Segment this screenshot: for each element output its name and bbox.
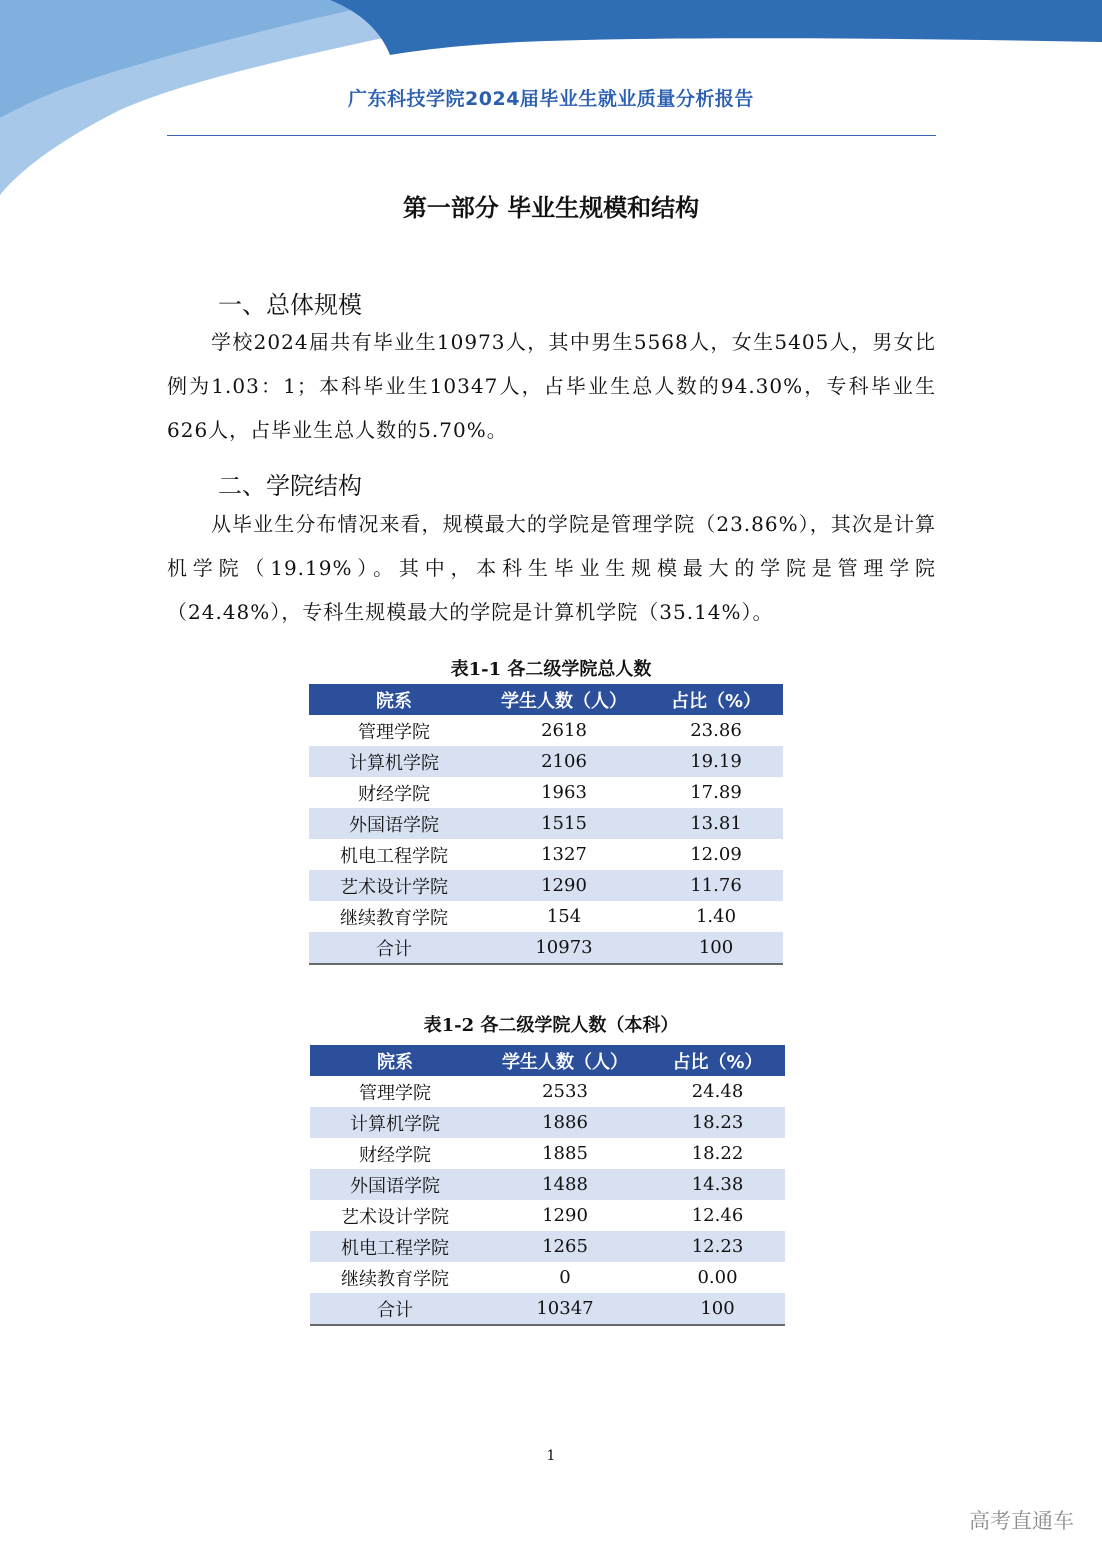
percent-cell: 18.23 — [650, 1107, 785, 1138]
college-cell: 管理学院 — [358, 721, 430, 743]
column-header-college: 院系 — [310, 1045, 480, 1076]
table-row — [310, 1076, 785, 1107]
percent-cell: 100 — [649, 932, 783, 964]
table-row — [309, 839, 783, 870]
table-row — [310, 1200, 785, 1231]
percent-cell: 13.81 — [649, 808, 783, 839]
table-header-row — [309, 684, 783, 715]
college-cell: 外国语学院 — [309, 808, 479, 839]
college-undergraduate-table — [310, 1045, 785, 1326]
percent-cell: 12.09 — [690, 844, 742, 865]
table-row — [310, 1262, 785, 1293]
students-cell: 10973 — [479, 932, 649, 964]
report-header-title: 广东科技学院2024届毕业生就业质量分析报告 — [348, 88, 754, 110]
table-caption-total: 表1-1 各二级学院总人数 — [450, 659, 652, 680]
college-cell: 机电工程学院 — [340, 845, 448, 867]
students-cell: 1327 — [541, 844, 587, 865]
table-row — [309, 870, 783, 901]
table-row — [309, 777, 783, 808]
college-cell: 管理学院 — [359, 1082, 431, 1104]
column-header-students: 学生人数（人） — [480, 1045, 650, 1076]
college-cell: 继续教育学院 — [341, 1268, 449, 1290]
table-total-row — [310, 1293, 785, 1325]
college-cell: 艺术设计学院 — [309, 870, 479, 901]
percent-cell: 17.89 — [690, 782, 742, 803]
students-cell: 1488 — [480, 1169, 650, 1200]
students-cell: 0 — [559, 1267, 571, 1288]
table-row — [310, 1231, 785, 1262]
column-header-percent: 占比（%） — [649, 684, 783, 715]
banner-dark-band — [330, 0, 1102, 55]
college-cell: 计算机学院 — [309, 746, 479, 777]
percent-cell: 18.22 — [691, 1143, 744, 1164]
college-cell: 外国语学院 — [310, 1169, 480, 1200]
table-row — [309, 901, 783, 932]
college-cell: 合计 — [310, 1293, 480, 1325]
table-row — [310, 1107, 785, 1138]
college-cell: 计算机学院 — [310, 1107, 480, 1138]
section-heading-overall-scale: 一、总体规模 — [218, 291, 362, 319]
students-cell: 1886 — [480, 1107, 650, 1138]
table-total-row — [309, 932, 783, 964]
college-cell: 财经学院 — [359, 1144, 431, 1166]
students-cell: 1290 — [479, 870, 649, 901]
table-caption-undergraduate: 表1-2 各二级学院人数（本科） — [423, 1015, 679, 1036]
percent-cell: 19.19 — [649, 746, 783, 777]
percent-cell: 24.48 — [691, 1081, 744, 1102]
college-cell: 财经学院 — [358, 783, 430, 805]
students-cell: 2106 — [479, 746, 649, 777]
percent-cell: 12.23 — [650, 1231, 785, 1262]
table-row — [309, 715, 783, 746]
section-heading-college-structure: 二、学院结构 — [218, 472, 362, 500]
percent-cell: 12.46 — [691, 1205, 744, 1226]
college-cell: 继续教育学院 — [340, 907, 448, 929]
percent-cell: 14.38 — [650, 1169, 785, 1200]
column-header-percent: 占比（%） — [650, 1045, 785, 1076]
table-row — [310, 1138, 785, 1169]
students-cell: 2533 — [542, 1081, 588, 1102]
percent-cell: 11.76 — [649, 870, 783, 901]
students-cell: 10347 — [480, 1293, 650, 1325]
page-number: 1 — [546, 1448, 556, 1464]
college-cell: 艺术设计学院 — [341, 1206, 449, 1228]
table-row — [309, 746, 783, 777]
section-paragraph-college-structure: 从毕业生分布情况来看，规模最大的学院是管理学院（23.86%），其次是计算机学院（19.19%）。其中，本科生毕业生规模最大的学院是管理学院（24.48%），专科生规模最大的学院是计算机学院（35.14%）。 — [167, 512, 936, 624]
students-cell: 1515 — [479, 808, 649, 839]
header-divider — [167, 135, 936, 136]
table-header-row — [310, 1045, 785, 1076]
students-cell: 1963 — [541, 782, 587, 803]
percent-cell: 1.40 — [695, 906, 737, 927]
college-total-table — [309, 684, 783, 965]
college-cell: 机电工程学院 — [310, 1231, 480, 1262]
part-title: 第一部分 毕业生规模和结构 — [402, 194, 700, 222]
percent-cell: 100 — [650, 1293, 785, 1325]
students-cell: 1265 — [480, 1231, 650, 1262]
percent-cell: 0.00 — [697, 1267, 738, 1288]
section-paragraph-overall-scale: 学校2024届共有毕业生10973人，其中男生5568人，女生5405人，男女比例为1.03：1；本科毕业生10347人，占毕业生总人数的94.30%，专科毕业生626人，占毕业生总人数的5.70%。 — [167, 330, 936, 442]
column-header-college: 院系 — [309, 684, 479, 715]
percent-cell: 23.86 — [690, 720, 742, 741]
students-cell: 1290 — [542, 1205, 588, 1226]
students-cell: 154 — [546, 906, 582, 927]
students-cell: 1885 — [542, 1143, 588, 1164]
college-cell: 合计 — [309, 932, 479, 964]
students-cell: 2618 — [541, 720, 587, 741]
table-row — [309, 808, 783, 839]
table-row — [310, 1169, 785, 1200]
column-header-students: 学生人数（人） — [479, 684, 649, 715]
watermark: 高考直通车 — [969, 1509, 1074, 1533]
